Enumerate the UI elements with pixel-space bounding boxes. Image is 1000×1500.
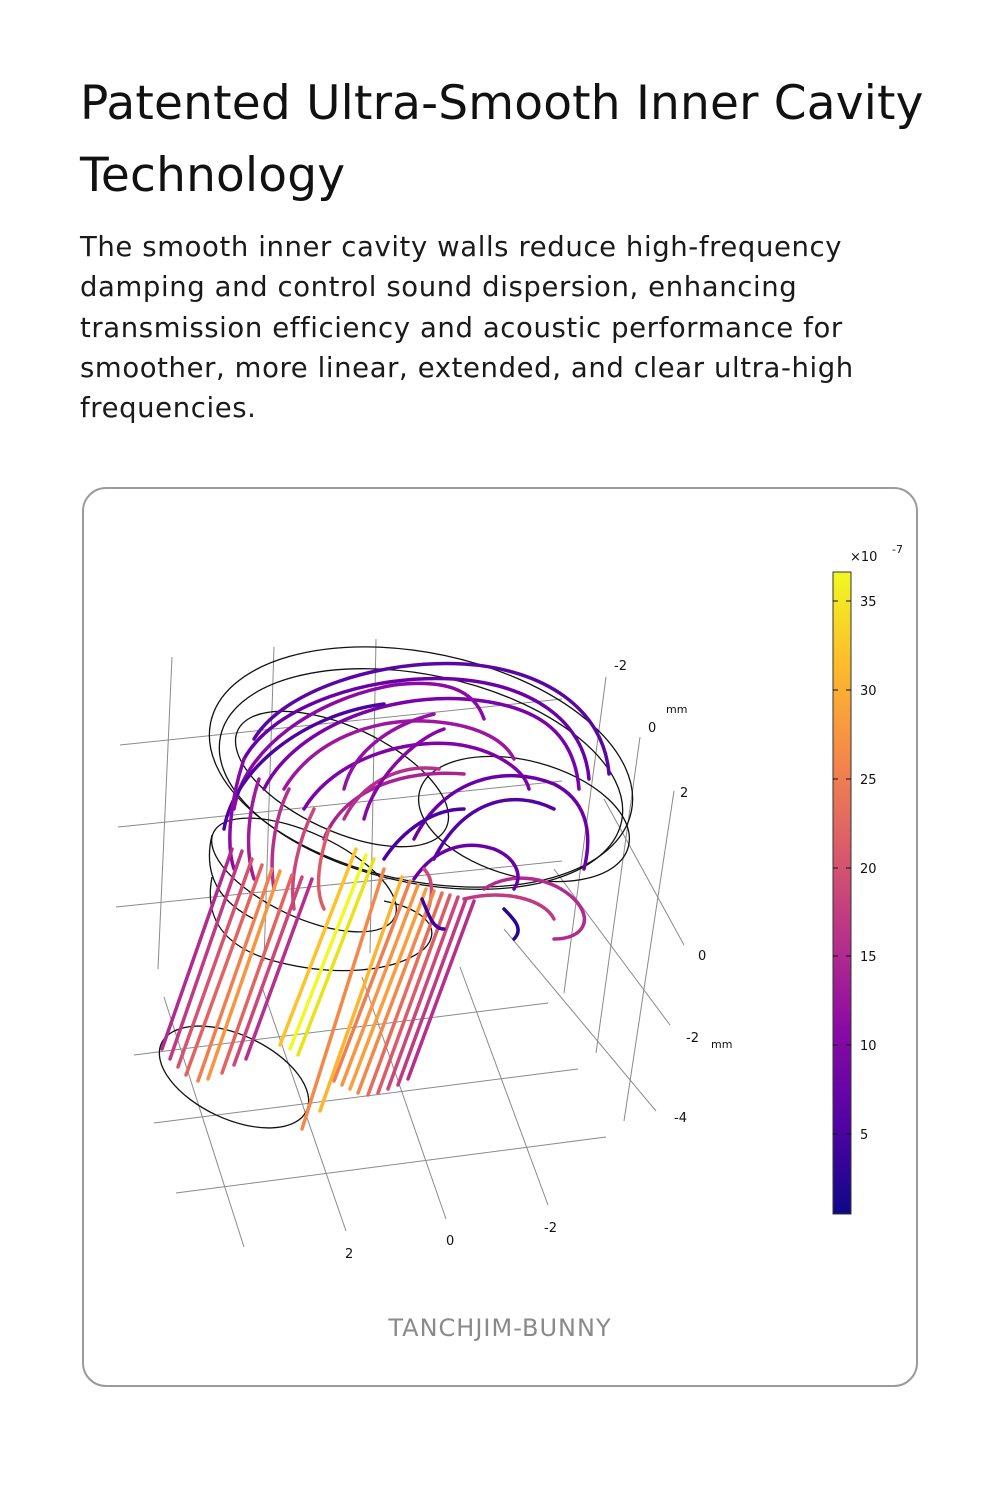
tick-top-axis: 2 [680,786,689,801]
tick-bottom-axis: -2 [544,1221,557,1236]
page-title: Patented Ultra-Smooth Inner Cavity Technology [80,76,924,203]
colorbar [833,543,903,1214]
tick-right-axis: 0 [698,949,707,964]
colorbar-tick: 35 [860,595,877,610]
tick-right-axis: -4 [674,1111,687,1126]
colorbar-tick: 15 [860,950,877,965]
brand-label: TANCHJIM-BUNNY [388,1314,612,1342]
colorbar-tick: 25 [860,773,877,788]
unit-label-top: mm [666,703,688,716]
figure-panel [82,487,918,1387]
tick-top-axis: -2 [614,659,627,674]
unit-label-right: mm [711,1038,733,1051]
colorbar-tick: 5 [860,1128,869,1143]
streamline-plot [84,489,920,1389]
colorbar-multiplier: ×10 [850,550,878,565]
tick-top-axis: 0 [648,721,657,736]
colorbar-exponent: -7 [892,543,903,556]
colorbar-tick: 20 [860,862,877,877]
tick-right-axis: -2 [686,1031,699,1046]
tick-bottom-axis: 2 [345,1247,354,1262]
description-paragraph: The smooth inner cavity walls reduce high-frequency damping and control sound dispersion, enhancing transmission efficiency and acoustic performance for smoother, more linear, extended, and clear ultra-high frequencies. [80,231,854,425]
colorbar-tick: 10 [860,1039,877,1054]
colorbar-tick: 30 [860,684,877,699]
tick-bottom-axis: 0 [446,1234,455,1249]
colorbar-gradient [833,572,851,1214]
